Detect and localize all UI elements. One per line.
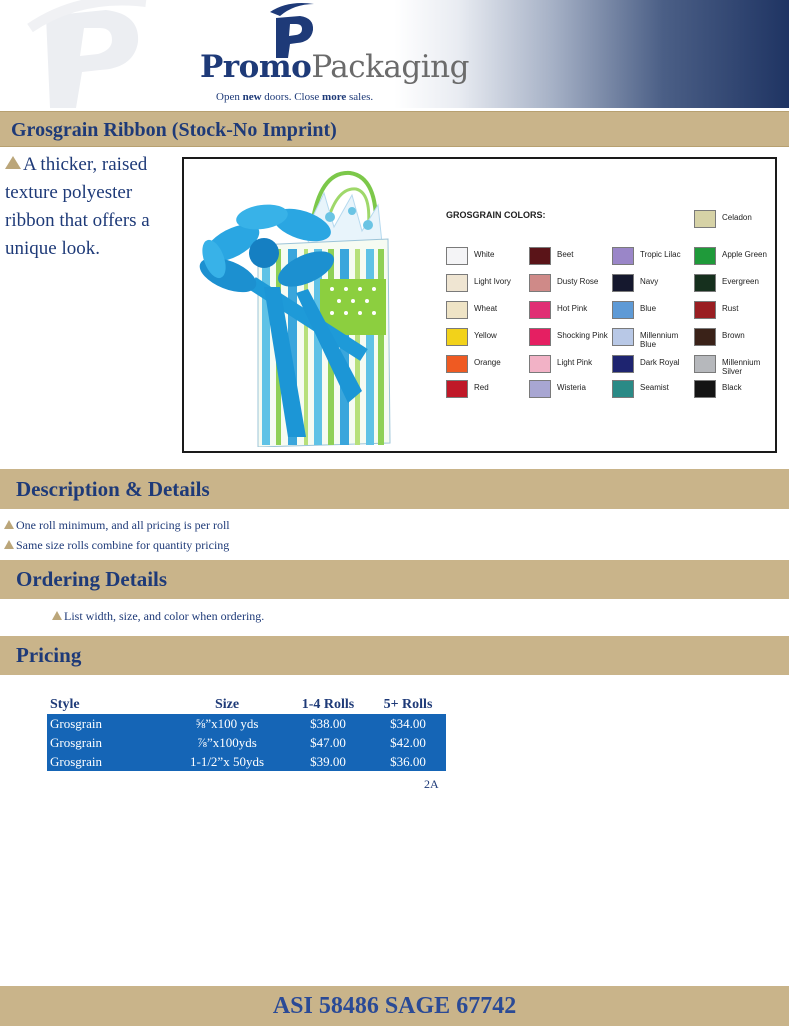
table-row [47,714,446,733]
swatch-label: Rust [722,304,739,313]
table-row [47,752,446,771]
color-swatch [612,328,692,352]
tagline-bold: more [322,91,347,103]
product-image-frame [182,157,777,453]
swatch-chip [446,328,468,346]
color-swatch [529,380,609,404]
swatch-chip [694,355,716,373]
color-swatch [446,274,526,298]
swatch-label: Navy [640,277,659,286]
swatch-chip [446,247,468,265]
description-item [4,535,230,555]
pricing-heading: Pricing [16,643,82,667]
swatch-chip [694,380,716,398]
col-header-5plus-rolls: 5+ Rolls [383,697,433,712]
color-swatch [694,247,774,271]
promo-packaging-logo[interactable] [198,2,469,106]
color-swatch [694,328,774,352]
swatch-chip [529,380,551,398]
cell-price-5plus: $42.00 [370,733,446,752]
colors-title: GROSGRAIN COLORS: [446,210,546,220]
swatch-label: Light Ivory [474,277,511,286]
swatch-label: Evergreen [722,277,759,286]
swatch-label: Tropic Lilac [640,250,681,259]
cell-size: ⅞”x100yds [168,733,286,752]
swatch-chip [529,301,551,319]
color-swatch [529,247,609,271]
swatch-chip [694,301,716,319]
color-swatch [529,274,609,298]
logo-word-packaging: Packaging [311,49,469,85]
color-swatch [612,380,692,404]
color-swatch [694,380,774,404]
color-swatch [694,210,774,234]
swatch-label: Red [474,383,489,392]
swatch-label: Shocking Pink [557,331,608,340]
cell-size: ⅝”x100 yds [168,714,286,733]
swatch-label: Dark Royal [640,358,680,367]
swatch-chip [529,247,551,265]
cell-size: 1-1/2”x 50yds [168,752,286,771]
description-item-text: One roll minimum, and all pricing is per roll [16,518,230,532]
swatch-chip [446,274,468,292]
product-title-bar [0,111,789,147]
tagline-part: doors. Close [261,91,323,103]
ordering-heading: Ordering Details [16,567,168,591]
bullet-triangle-icon [5,156,21,169]
swatch-label: Celadon [722,213,752,222]
cell-style: Grosgrain [47,752,168,771]
table-row [47,733,446,752]
swatch-chip [612,301,634,319]
swatch-label: Dusty Rose [557,277,599,286]
logo-word-promo: Promo [200,49,312,85]
logo-wordmark [200,49,469,85]
footer-ids: ASI 58486 SAGE 67742 [272,993,517,1019]
swatch-chip [446,301,468,319]
description-item-text: Same size rolls combine for quantity pricing [16,538,230,552]
bullet-triangle-icon [52,611,62,620]
tagline-bold: new [242,91,262,103]
tagline-part: sales. [346,91,374,103]
swatch-chip [612,247,634,265]
ordering-heading-bar [0,560,789,599]
color-swatch [529,301,609,325]
page-number: 2A [424,777,439,791]
swatch-chip [612,355,634,373]
description-item [4,515,230,535]
pricing-table [47,696,446,771]
ghost-p-watermark [20,0,160,108]
cell-price-1-4: $38.00 [286,714,370,733]
swatch-chip [446,380,468,398]
swatch-chip [694,328,716,346]
swatch-label: Seamist [640,383,669,392]
header-banner [0,0,789,108]
logo-tagline [216,91,373,103]
swatch-chip [529,355,551,373]
description-heading: Description & Details [16,477,210,501]
ordering-note [52,609,264,624]
color-swatch [446,380,526,404]
col-header-size: Size [214,697,240,712]
swatch-label: Yellow [474,331,497,340]
swatch-label: Hot Pink [557,304,588,313]
color-swatch [694,301,774,325]
col-header-1-4-rolls: 1-4 Rolls [301,697,355,712]
pricing-header-row [47,696,446,714]
color-swatch [529,355,609,379]
description-list [4,515,230,555]
swatch-label: Beet [557,250,574,259]
color-swatch [694,355,774,379]
color-swatch [612,355,692,379]
swatch-label: Light Pink [557,358,593,367]
swatch-chip [694,210,716,228]
cell-price-5plus: $34.00 [370,714,446,733]
description-heading-bar [0,469,789,509]
footer-bar [0,986,789,1026]
color-swatch [612,301,692,325]
swatch-chip [446,355,468,373]
color-swatch [612,274,692,298]
color-swatch [529,328,609,352]
bullet-triangle-icon [4,520,14,529]
color-swatch [446,247,526,271]
cell-price-5plus: $36.00 [370,752,446,771]
color-swatch [694,274,774,298]
color-swatch [446,328,526,352]
swatch-chip [694,247,716,265]
swatch-label: Brown [722,331,745,340]
tagline-part: Open [216,91,243,103]
cell-style: Grosgrain [47,714,168,733]
col-header-style: Style [50,697,80,712]
swatch-chip [612,274,634,292]
product-title: Grosgrain Ribbon (Stock-No Imprint) [11,119,337,141]
color-swatch [446,301,526,325]
swatch-label: Apple Green [722,250,767,259]
swatch-chip [529,274,551,292]
cell-price-1-4: $39.00 [286,752,370,771]
swatch-label: White [474,250,495,259]
swatch-label: Black [722,383,742,392]
swatch-label: Millennium Silver [722,358,761,376]
cell-style: Grosgrain [47,733,168,752]
pricing-heading-bar [0,636,789,675]
swatch-label: Wheat [474,304,498,313]
swatch-label: Wisteria [557,383,586,392]
cell-price-1-4: $47.00 [286,733,370,752]
swatch-chip [612,380,634,398]
swatch-chip [694,274,716,292]
swatch-label: Blue [640,304,657,313]
color-swatch [612,247,692,271]
swatch-label: Orange [474,358,501,367]
gift-bag-illustration [192,165,428,447]
swatch-chip [529,328,551,346]
intro-text: A thicker, raised texture polyester ribbon that offers a unique look. [5,154,150,259]
bullet-triangle-icon [4,540,14,549]
ordering-note-text: List width, size, and color when ordering. [64,609,265,623]
color-swatch [446,355,526,379]
product-intro [5,151,175,263]
swatch-label: Millennium Blue [640,331,679,349]
swatch-chip [612,328,634,346]
